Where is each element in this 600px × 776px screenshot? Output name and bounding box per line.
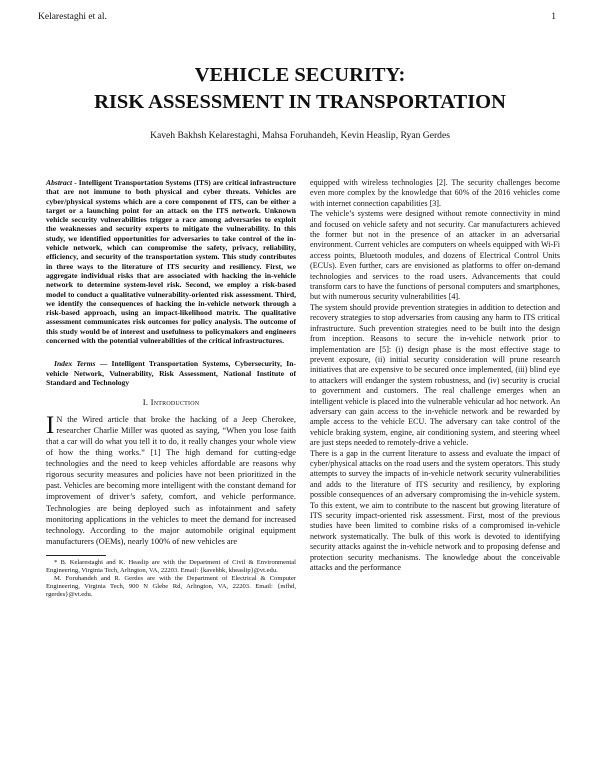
footnote-1: * B. Kelarestaghi and K. Heaslip are with the Department of Civil & Environmental Engineering, Virginia Tech, Arlington, VA, 22203. Email: {kavehbk, kheaslip}@vt.edu. — [46, 558, 296, 574]
right-paragraph-3: The system should provide prevention strategies in addition to detection and recovery strategies to stop adversaries from causing any harm to ITS critical infrastructure. Such prevention strategies need to be built into the design from inception. Reasons to secure the in-vehicle network prior to implementation are [5]: (i) design phase is the most effective stage to prevent exposure, (ii) initial security consideration will prune research initiatives that are expensive to be secured once implemented, (iii) blind eye to attackers will endanger the system robustness, and (iv) security is crucial to government and customers. The real challenge emerges when an intelligent vehicle is placed into the vulnerable vehicular ad hoc network. An adversary can gain access to the in-vehicle network and be rewarded by ample access to the vehicle ECU. The adversary can take control of the vehicle braking system, engine, air conditioning system, and steering wheel are just steps needed to remotely-drive a vehicle. — [310, 302, 560, 448]
author-list: Kaveh Bakhsh Kelarestaghi, Mahsa Foruhandeh, Kevin Heaslip, Ryan Gerdes — [150, 130, 450, 141]
right-paragraph-1: equipped with wireless technologies [2]. The security challenges become even more complex by the knowledge that 60% of the 2016 vehicles come with internet connection capabilities [3]. — [310, 178, 560, 208]
footnote-rule — [46, 555, 106, 556]
introduction-paragraph — [46, 411, 296, 547]
footnote-2: M. Foruhandeh and R. Gerdes are with the Department of Electrical & Computer Engineering, Virginia Tech, 900 N Glebe Rd, Arlington, VA, 22203. Email: {mfhd, rgerdes}@vt.edu. — [46, 574, 296, 598]
section-heading-introduction: I. Introduction — [142, 397, 200, 408]
left-column — [46, 178, 296, 599]
drop-cap: I — [46, 411, 55, 439]
introduction-text: N the Wired article that broke the hacking of a Jeep Cherokee, researcher Charlie Miller was quoted as saying, “When you lose faith that a car will do what you tell it to do, it really changes your whole view of how the thing works.” [1] The high demand for cutting-edge technologies and the need to keep vehicles affordable are reasons why rigorous security measures and policies have not been prioritized in the past. Vehicles are becoming more intelligent with the constant demand for improvement of driver’s safety, comfort, and vehicle performance. Technologies are being deployed such as infotainment and safety monitoring applications in the vehicles to meet the demand for increased technology. According to the major automobile original equipment manufacturers (OEMs), nearly 100% of new vehicles are — [46, 414, 296, 546]
abstract-text: - Intelligent Transportation Systems (ITS) are critical infrastructure that are not immune to both physical and cyber threats. Vehicles are cyber/physical systems which are a core component of ITS, can be either a target or a launching point for an attack on the ITS network. Unknown vehicle security vulnerabilities trigger a race among adversaries to exploit the weaknesses and security experts to mitigate the vulnerability. In this study, we identified opportunities for adversaries to take control of the in-vehicle network, which can compromise the safety, privacy, reliability, efficiency, and security of the transportation system. This study contributes in three ways to the literature of ITS security and resiliency. First, we aggregate individual risks that are associated with hacking the in-vehicle network to determine system-level risk. Second, we employ a risk-based model to conduct a qualitative vulnerability-oriented risk assessment. Third, we identify the consequences of hacking the in-vehicle network through a risk-based approach, using an impact-likelihood matrix. The qualitative assessment communicates risk outcomes for policy analysis. The outcome of this study would be of interest and usefulness to policymakers and engineers concerned with the potential vulnerabilities of the critical infrastructures. — [46, 178, 296, 346]
page-number: 1 — [551, 12, 556, 22]
paper-title — [0, 62, 600, 116]
index-terms-label: Index Terms — [54, 359, 96, 369]
index-terms — [46, 359, 296, 387]
right-paragraph-4: There is a gap in the current literature to assess and evaluate the impact of cyber/physical attacks on the road users and the system operators. This study attempts to survey the impacts of in-vehicle network security vulnerabilities and adds to the literature of ITS security and resiliency, by exploring possible consequences of an adversary compromising the in-vehicle system. To this extent, we aim to contribute to the nascent but growing literature of ITS security impact-oriented risk assessment. First, most of the previous studies have been limited to combine risks of a compromised in-vehicle network systematically. The bulk of this work is devoted to identifying security attacks against the in-vehicle network and to proposing defense and protection security mechanisms. The knowledge about the conceivable attacks and the performance — [310, 448, 560, 573]
right-column — [310, 178, 560, 573]
abstract — [46, 178, 296, 345]
title-line-2: RISK ASSESSMENT IN TRANSPORTATION — [94, 91, 506, 113]
index-terms-text: — Intelligent Transportation Systems, Cybersecurity, In-vehicle Network, Vulnerability, Risk Assessment, National Institute of Standard and Technology — [46, 359, 297, 387]
abstract-label: Abstract — [46, 178, 73, 187]
right-paragraph-2: The vehicle’s systems were designed without remote connectivity in mind and focused on vehicle safety and not security. Car manufacturers achieved the former but not in the presence of an attacker in an adversarial environment. Current vehicles are computers on wheels equipped with Wi-Fi access points, Bluetooth modules, and dozens of Electrical Control Units (ECUs). Even further, cars are envisioned as platforms to offer on-demand technologies and services to the road users. Advancements that could transform cars to have the functions of personal computers and smartphones, but with numerous security vulnerabilities [4]. — [310, 209, 560, 302]
title-line-1: VEHICLE SECURITY: — [194, 64, 406, 86]
running-header-authors: Kelarestaghi et al. — [38, 12, 107, 22]
